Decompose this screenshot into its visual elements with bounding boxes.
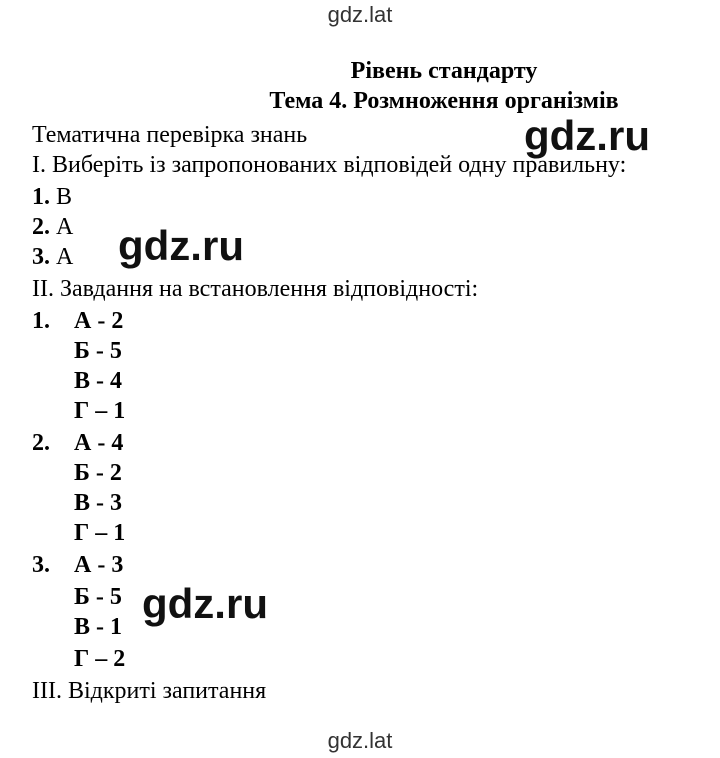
pair: Б - 2 (74, 460, 122, 486)
task-3-row-1 (0, 550, 300, 580)
watermark-top: gdz.lat (327, 2, 393, 27)
topic-heading: Тема 4. Розмноження організмів (269, 88, 619, 114)
pair: В - 1 (74, 614, 122, 640)
pair: Г – 2 (74, 646, 126, 672)
level-heading: Рівень стандарту (350, 58, 538, 84)
answer-3 (32, 242, 73, 272)
watermark-stamp: gdz.ru (142, 580, 268, 627)
answer-1 (32, 182, 72, 212)
task-1-row-1 (0, 306, 300, 336)
task-2-row-4 (0, 518, 300, 548)
pair: Г – 1 (74, 520, 126, 546)
answer-number: 1. (32, 184, 50, 210)
task-2-row-2 (0, 458, 300, 488)
watermark-stamp: gdz.ru (118, 222, 244, 269)
answer-number: 2. (32, 214, 50, 240)
answer-2 (32, 212, 73, 242)
answer-value: А (56, 244, 74, 270)
task-3-row-4 (0, 644, 300, 674)
pair: А - 4 (74, 430, 124, 456)
pair: Г – 1 (74, 398, 126, 424)
pair: В - 4 (74, 368, 122, 394)
pair: В - 3 (74, 490, 122, 516)
answer-value: А (56, 214, 74, 240)
pair: А - 2 (74, 308, 124, 334)
watermark-stamp: gdz.ru (524, 112, 650, 159)
task-number: 1. (32, 308, 50, 334)
section3-title: ІІІ. Відкриті запитання (32, 678, 267, 704)
pair: А - 3 (74, 552, 124, 578)
answer-value: В (56, 184, 73, 210)
section2-title: ІІ. Завдання на встановлення відповідності: (32, 276, 479, 302)
task-2-row-1 (0, 428, 300, 458)
section1-title: І. Виберіть із запропонованих відповідей одну правильну: (32, 152, 627, 178)
task-2-row-3 (0, 488, 300, 518)
pair: Б - 5 (74, 584, 122, 610)
watermark-bottom: gdz.lat (327, 728, 393, 753)
task-1-row-3 (0, 366, 300, 396)
task-number: 2. (32, 430, 50, 456)
task-1-row-2 (0, 336, 300, 366)
task-1-row-4 (0, 396, 300, 426)
answer-number: 3. (32, 244, 50, 270)
task-number: 3. (32, 552, 50, 578)
pair: Б - 5 (74, 338, 122, 364)
intro-text: Тематична перевірка знань (32, 122, 308, 148)
